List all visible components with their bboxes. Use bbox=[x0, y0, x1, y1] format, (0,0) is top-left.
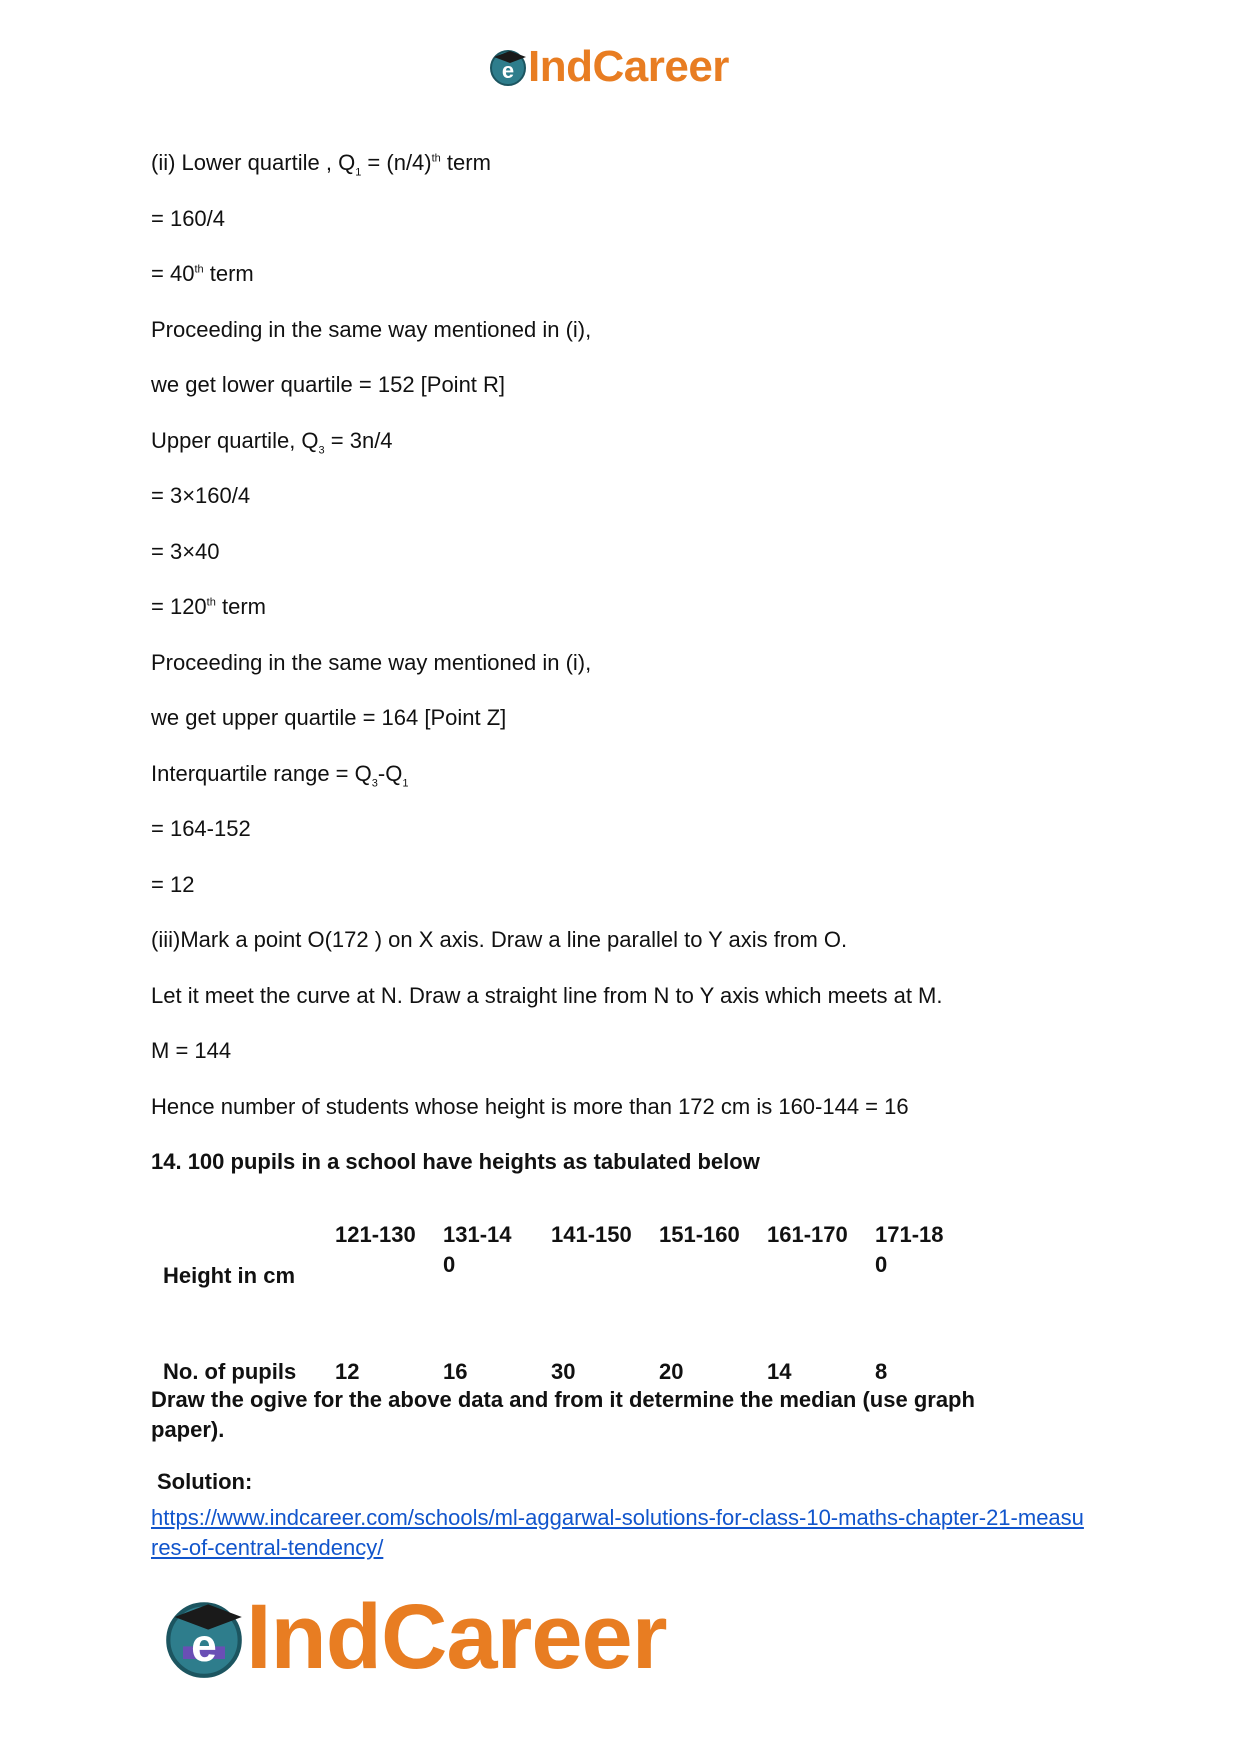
text-line: = 3×160/4 bbox=[151, 483, 251, 508]
text-line: = 164-152 bbox=[151, 816, 251, 841]
text-line: = 12 bbox=[151, 871, 195, 897]
text-fragment: term bbox=[203, 261, 254, 286]
cell-text: 151-160 bbox=[659, 1222, 740, 1247]
globe-icon bbox=[162, 1596, 246, 1680]
text-fragment: -Q bbox=[377, 760, 403, 786]
cell-text: 121-130 bbox=[335, 1222, 416, 1247]
superscript: th bbox=[206, 596, 216, 609]
table-row bbox=[151, 1218, 971, 1314]
table-header-height: Height in cm bbox=[163, 1263, 296, 1288]
superscript: th bbox=[194, 263, 204, 276]
text-line: Proceeding in the same way mentioned in (i), bbox=[151, 649, 592, 675]
text-fragment: = 3n/4 bbox=[324, 427, 393, 453]
logo-wordmark: IndCareer bbox=[528, 42, 729, 91]
text-line: we get lower quartile = 152 [Point R] bbox=[151, 372, 506, 397]
question-text: Draw the ogive for the above data and from it determine the median (use graph paper). bbox=[151, 1387, 975, 1442]
solution-link[interactable]: https://www.indcareer.com/schools/ml-aggarwal-solutions-for-class-10-maths-chapter-21-measures-of-central-tendency/ bbox=[151, 1505, 1084, 1560]
cell-text: 161-170 bbox=[767, 1222, 848, 1247]
table-cell bbox=[863, 1218, 971, 1314]
subscript: 1 bbox=[402, 776, 409, 789]
question-section bbox=[151, 1385, 1131, 1563]
text-line: Let it meet the curve at N. Draw a straight line from N to Y axis which meets at M. bbox=[151, 982, 943, 1008]
superscript: th bbox=[431, 152, 441, 165]
text-line: Proceeding in the same way mentioned in (i), bbox=[151, 316, 592, 342]
subscript: 3 bbox=[318, 443, 325, 456]
cell-text: 141-150 bbox=[551, 1222, 632, 1247]
logo-initial: e bbox=[501, 58, 515, 83]
cell-text: 0 bbox=[875, 1252, 888, 1277]
logo-wordmark: IndCareer bbox=[246, 1586, 667, 1688]
text-line: 14. 100 pupils in a school have heights as tabulated below bbox=[151, 1149, 760, 1174]
cell-text: 171-18 bbox=[875, 1222, 944, 1247]
table-cell bbox=[755, 1218, 863, 1314]
table-cell bbox=[431, 1218, 539, 1314]
text-fragment: = 120 bbox=[151, 594, 207, 619]
text-line bbox=[151, 592, 1111, 648]
table-cell bbox=[647, 1218, 755, 1314]
text-fragment: Interquartile range = Q bbox=[151, 760, 372, 786]
text-line: we get upper quartile = 164 [Point Z] bbox=[151, 705, 507, 730]
text-fragment: (ii) Lower quartile , Q bbox=[151, 150, 356, 175]
text-line bbox=[151, 259, 1111, 315]
text-fragment: term bbox=[215, 594, 266, 619]
cell-text: 0 bbox=[443, 1252, 456, 1277]
table-cell: 30 bbox=[551, 1359, 576, 1384]
solution-label: Solution: bbox=[157, 1469, 253, 1494]
text-fragment: = 40 bbox=[151, 261, 195, 286]
table-header-pupils: No. of pupils bbox=[163, 1359, 297, 1384]
table-cell bbox=[323, 1218, 431, 1314]
subscript: 1 bbox=[355, 166, 362, 179]
text-line: = 160/4 bbox=[151, 205, 226, 231]
table-cell: 16 bbox=[443, 1359, 468, 1384]
table-cell: 12 bbox=[335, 1359, 360, 1384]
text-line: Hence number of students whose height is more than 172 cm is 160-144 = 16 bbox=[151, 1093, 909, 1119]
text-line: = 3×40 bbox=[151, 538, 220, 564]
logo-initial: e bbox=[191, 1618, 217, 1671]
text-line bbox=[151, 148, 1111, 204]
globe-icon bbox=[488, 47, 528, 87]
text-fragment: = (n/4) bbox=[361, 150, 432, 175]
document-body bbox=[151, 148, 1111, 1203]
table-cell bbox=[539, 1218, 647, 1314]
subscript: 3 bbox=[371, 776, 378, 789]
heights-table bbox=[151, 1218, 971, 1410]
footer-logo bbox=[162, 1585, 667, 1690]
table-cell: 8 bbox=[875, 1359, 888, 1384]
text-line bbox=[151, 759, 1111, 815]
cell-text: 131-14 bbox=[443, 1222, 512, 1247]
text-fragment: Upper quartile, Q bbox=[151, 427, 319, 453]
table-cell: 14 bbox=[767, 1359, 792, 1384]
table-cell: 20 bbox=[659, 1359, 684, 1384]
header-logo bbox=[488, 42, 729, 92]
text-fragment: term bbox=[440, 150, 491, 175]
text-line: M = 144 bbox=[151, 1038, 232, 1063]
text-line: (iii)Mark a point O(172 ) on X axis. Draw a line parallel to Y axis from O. bbox=[151, 927, 848, 952]
text-line bbox=[151, 426, 1111, 482]
